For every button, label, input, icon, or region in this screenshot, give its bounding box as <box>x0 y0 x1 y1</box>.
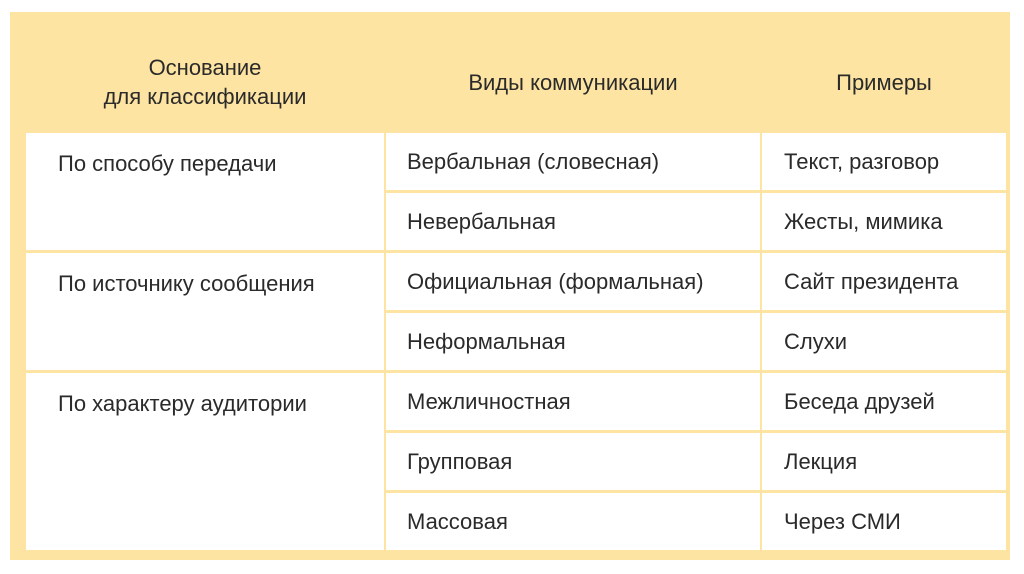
type-cell: Массовая <box>386 493 760 550</box>
type-cell: Групповая <box>386 433 760 490</box>
example-cell: Лекция <box>762 433 1006 490</box>
example-cell: Текст, разговор <box>762 133 1006 190</box>
type-cell: Межличностная <box>386 373 760 430</box>
type-cell: Невербальная <box>386 193 760 250</box>
example-cell: Беседа друзей <box>762 373 1006 430</box>
header-types: Виды коммуникации <box>386 34 760 130</box>
header-basis-line2: для классификации <box>103 84 307 109</box>
header-examples: Примеры <box>762 34 1006 130</box>
example-cell: Жесты, мимика <box>762 193 1006 250</box>
example-cell: Через СМИ <box>762 493 1006 550</box>
table-frame <box>10 12 1010 560</box>
type-cell: Официальная (формальная) <box>386 253 760 310</box>
type-cell: Неформальная <box>386 313 760 370</box>
header-basis-line1: Основание <box>148 55 262 80</box>
basis-cell: По источнику сообщения <box>26 253 384 370</box>
basis-cell: По характеру аудитории <box>26 373 384 550</box>
communication-table <box>26 34 1006 550</box>
example-cell: Сайт президента <box>762 253 1006 310</box>
header-basis <box>26 34 384 130</box>
example-cell: Слухи <box>762 313 1006 370</box>
basis-cell: По способу передачи <box>26 133 384 250</box>
type-cell: Вербальная (словесная) <box>386 133 760 190</box>
